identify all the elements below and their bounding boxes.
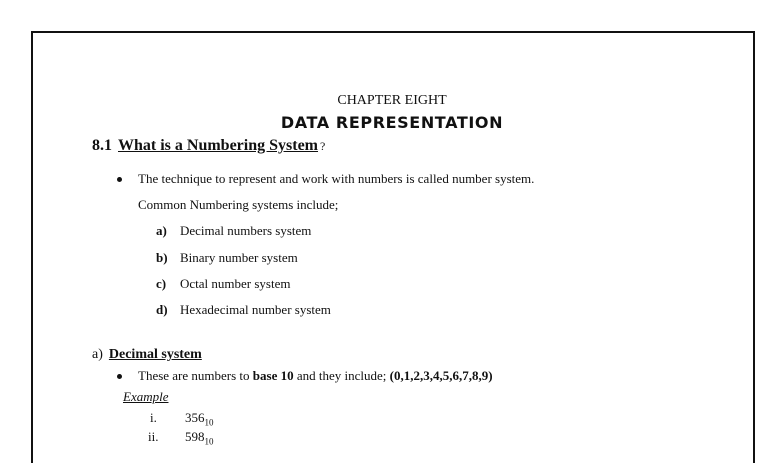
bullet-icon (117, 374, 122, 379)
section-number: 8.1 (92, 137, 112, 154)
list-item (156, 276, 290, 292)
list-item-letter: a) (156, 223, 167, 238)
list-item-text: Hexadecimal number system (180, 302, 331, 317)
list-item-letter: d) (156, 302, 168, 317)
section-title: What is a Numbering System (118, 137, 319, 154)
decimal-label: a) (92, 347, 103, 362)
decimal-bullet (138, 368, 493, 384)
decimal-title: Decimal system (108, 347, 202, 362)
example-item (148, 429, 214, 447)
example-roman: i. (150, 410, 157, 425)
example-base: 10 (204, 417, 214, 428)
list-item (156, 250, 298, 266)
list-item-letter: c) (156, 276, 167, 291)
intro-line-1: The technique to represent and work with numbers is called number system. (138, 171, 535, 186)
example-item (150, 410, 214, 428)
decimal-digits: (0,1,2,3,4,5,6,7,8,9) (389, 368, 493, 383)
example-value: 356 (185, 410, 205, 425)
example-roman: ii. (148, 429, 159, 444)
decimal-heading (92, 347, 202, 363)
list-item (156, 223, 311, 239)
list-item-letter: b) (156, 250, 168, 265)
section-suffix: ? (320, 139, 326, 153)
example-label: Example (123, 389, 169, 404)
list-item-text: Decimal numbers system (180, 223, 312, 238)
page-title: DATA REPRESENTATION (280, 113, 504, 132)
list-item-text: Octal number system (180, 276, 291, 291)
decimal-bullet-prefix: These are numbers to (138, 368, 250, 383)
example-base: 10 (204, 436, 214, 447)
list-item (156, 302, 331, 318)
example-value: 598 (185, 429, 205, 444)
bullet-icon (117, 177, 122, 182)
list-item-text: Binary number system (180, 250, 298, 265)
intro-line-2: Common Numbering systems include; (138, 197, 339, 212)
decimal-base: base 10 (252, 368, 294, 383)
decimal-bullet-middle: and they include; (296, 368, 387, 383)
chapter-label: CHAPTER EIGHT (337, 93, 447, 108)
section-heading (92, 137, 325, 155)
